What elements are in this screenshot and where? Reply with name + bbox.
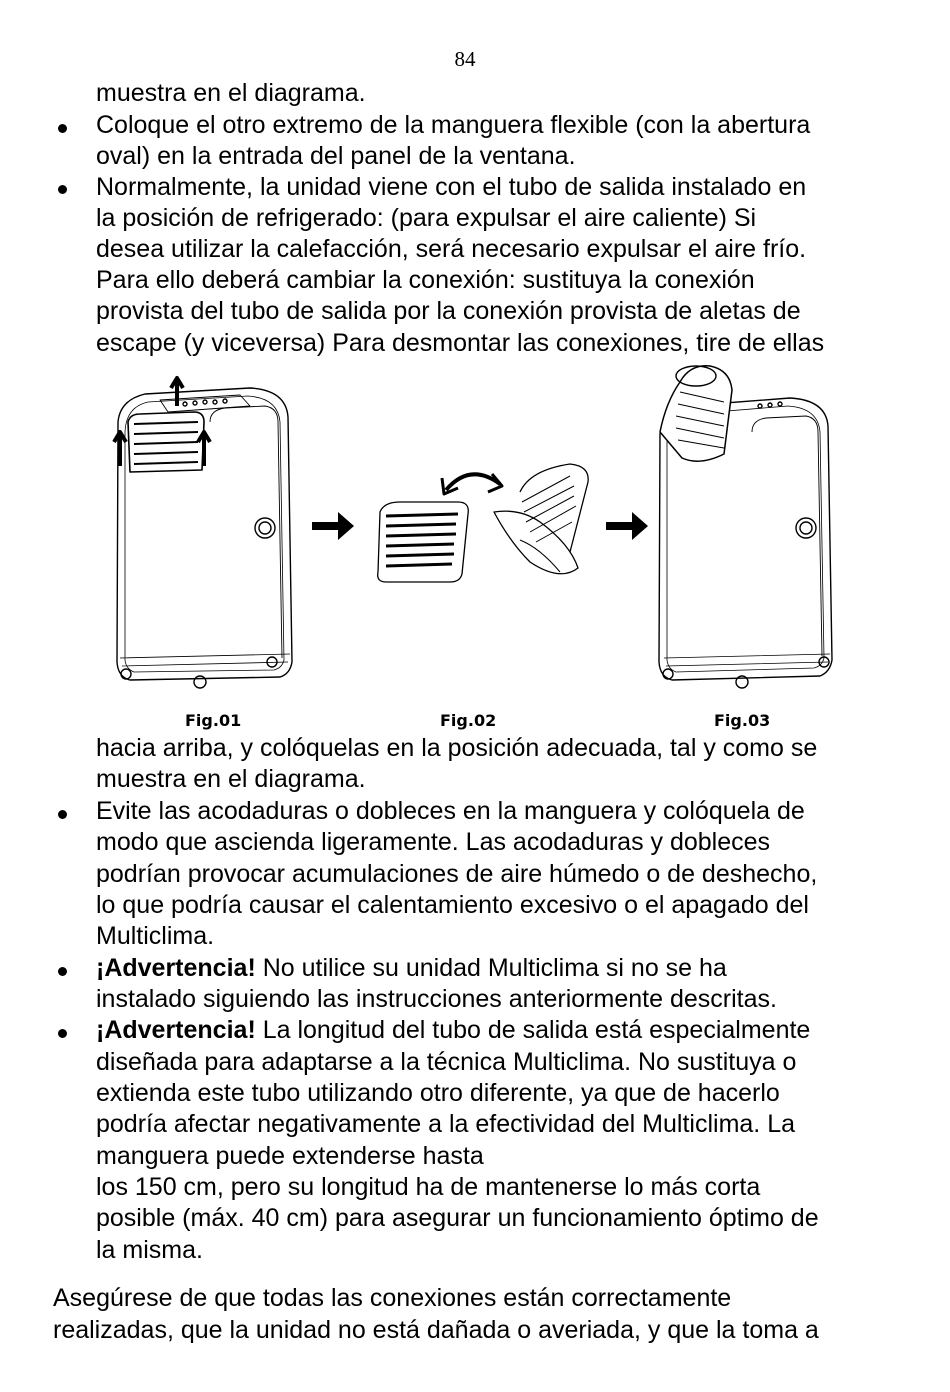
warning2-line2: diseñada para adaptarse a la técnica Multiclima. No sustituya o: [96, 1048, 797, 1076]
fig-label-01: Fig.01: [185, 711, 242, 730]
vent-grille-illustration: [378, 502, 469, 582]
warning1-text: No utilice su unidad Multiclima si no se ha: [255, 954, 727, 982]
bullet2-line3: desea utilizar la calefacción, será necesario expulsar el aire frío.: [96, 235, 807, 263]
closing-line2: realizadas, que la unidad no está dañada o averiada, y que la toma a: [53, 1316, 819, 1344]
warning2-line6: los 150 cm, pero su longitud ha de mantenerse lo más corta: [96, 1173, 761, 1201]
warning2-line5: manguera puede extenderse hasta: [96, 1142, 484, 1170]
warning1-label: ¡Advertencia!: [96, 954, 256, 982]
after-figure-line1: hacia arriba, y colóquelas en la posición adecuada, tal y como se: [96, 734, 818, 762]
warning2-line3: extienda este tubo utilizando otro diferente, ya que de hacerlo: [96, 1079, 780, 1107]
bullet-dot: [58, 810, 67, 819]
bullet2-line1: Normalmente, la unidad viene con el tubo de salida instalado en: [96, 173, 807, 201]
warning2-line4: podría afectar negativamente a la efectividad del Multiclima. La: [96, 1110, 795, 1138]
warning2-line7: posible (máx. 40 cm) para asegurar un funcionamiento óptimo de: [96, 1204, 819, 1232]
bullet2-line2: la posición de refrigerado: (para expulsar el aire caliente) Si: [96, 204, 757, 232]
bullet2-line6: escape (y viceversa) Para desmontar las conexiones, tire de ellas: [96, 329, 825, 357]
warning2-line1: [96, 1015, 810, 1046]
page-number: 84: [454, 47, 476, 71]
bullet-dot: [58, 1029, 67, 1038]
warning2-line8: la misma.: [96, 1236, 203, 1264]
fig-label-02: Fig.02: [440, 711, 497, 730]
fig-label-03: Fig.03: [714, 711, 771, 730]
warning1-line2: instalado siguiendo las instrucciones anteriormente descritas.: [96, 985, 777, 1013]
bullet1-line2: oval) en la entrada del panel de la ventana.: [96, 142, 576, 170]
figure-illustration: [90, 362, 880, 734]
bullet-dot: [58, 124, 67, 133]
installation-figure: [90, 362, 880, 734]
unit-fig03-illustration: [659, 366, 832, 688]
bullet2-line4: Para ello deberá cambiar la conexión: sustituya la conexión: [96, 266, 755, 294]
kinks-line1: Evite las acodaduras o dobleces en la manguera y colóquela de: [96, 797, 805, 825]
bullet-dot: [58, 967, 67, 976]
bullet2-line5: provista del tubo de salida por la conexión provista de aletas de: [96, 297, 801, 325]
kinks-line2: modo que ascienda ligeramente. Las acodaduras y dobleces: [96, 828, 771, 856]
closing-line1: Asegúrese de que todas las conexiones están correctamente: [53, 1284, 732, 1312]
kinks-line5: Multiclima.: [96, 922, 215, 950]
warning2-label: ¡Advertencia!: [96, 1016, 256, 1044]
unit-fig01-illustration: [114, 378, 292, 688]
kinks-line4: lo que podría causar el calentamiento excesivo o el apagado del: [96, 891, 809, 919]
hose-connector-illustration: [494, 464, 588, 574]
warning2-text: La longitud del tubo de salida está especialmente: [255, 1016, 811, 1044]
continuation-text: muestra en el diagrama.: [96, 79, 366, 107]
kinks-line3: podrían provocar acumulaciones de aire húmedo o de deshecho,: [96, 860, 818, 888]
bullet-dot: [58, 185, 67, 194]
warning1-line1: [96, 953, 727, 984]
bullet1-line1: Coloque el otro extremo de la manguera flexible (con la abertura: [96, 111, 811, 139]
after-figure-line2: muestra en el diagrama.: [96, 765, 366, 793]
